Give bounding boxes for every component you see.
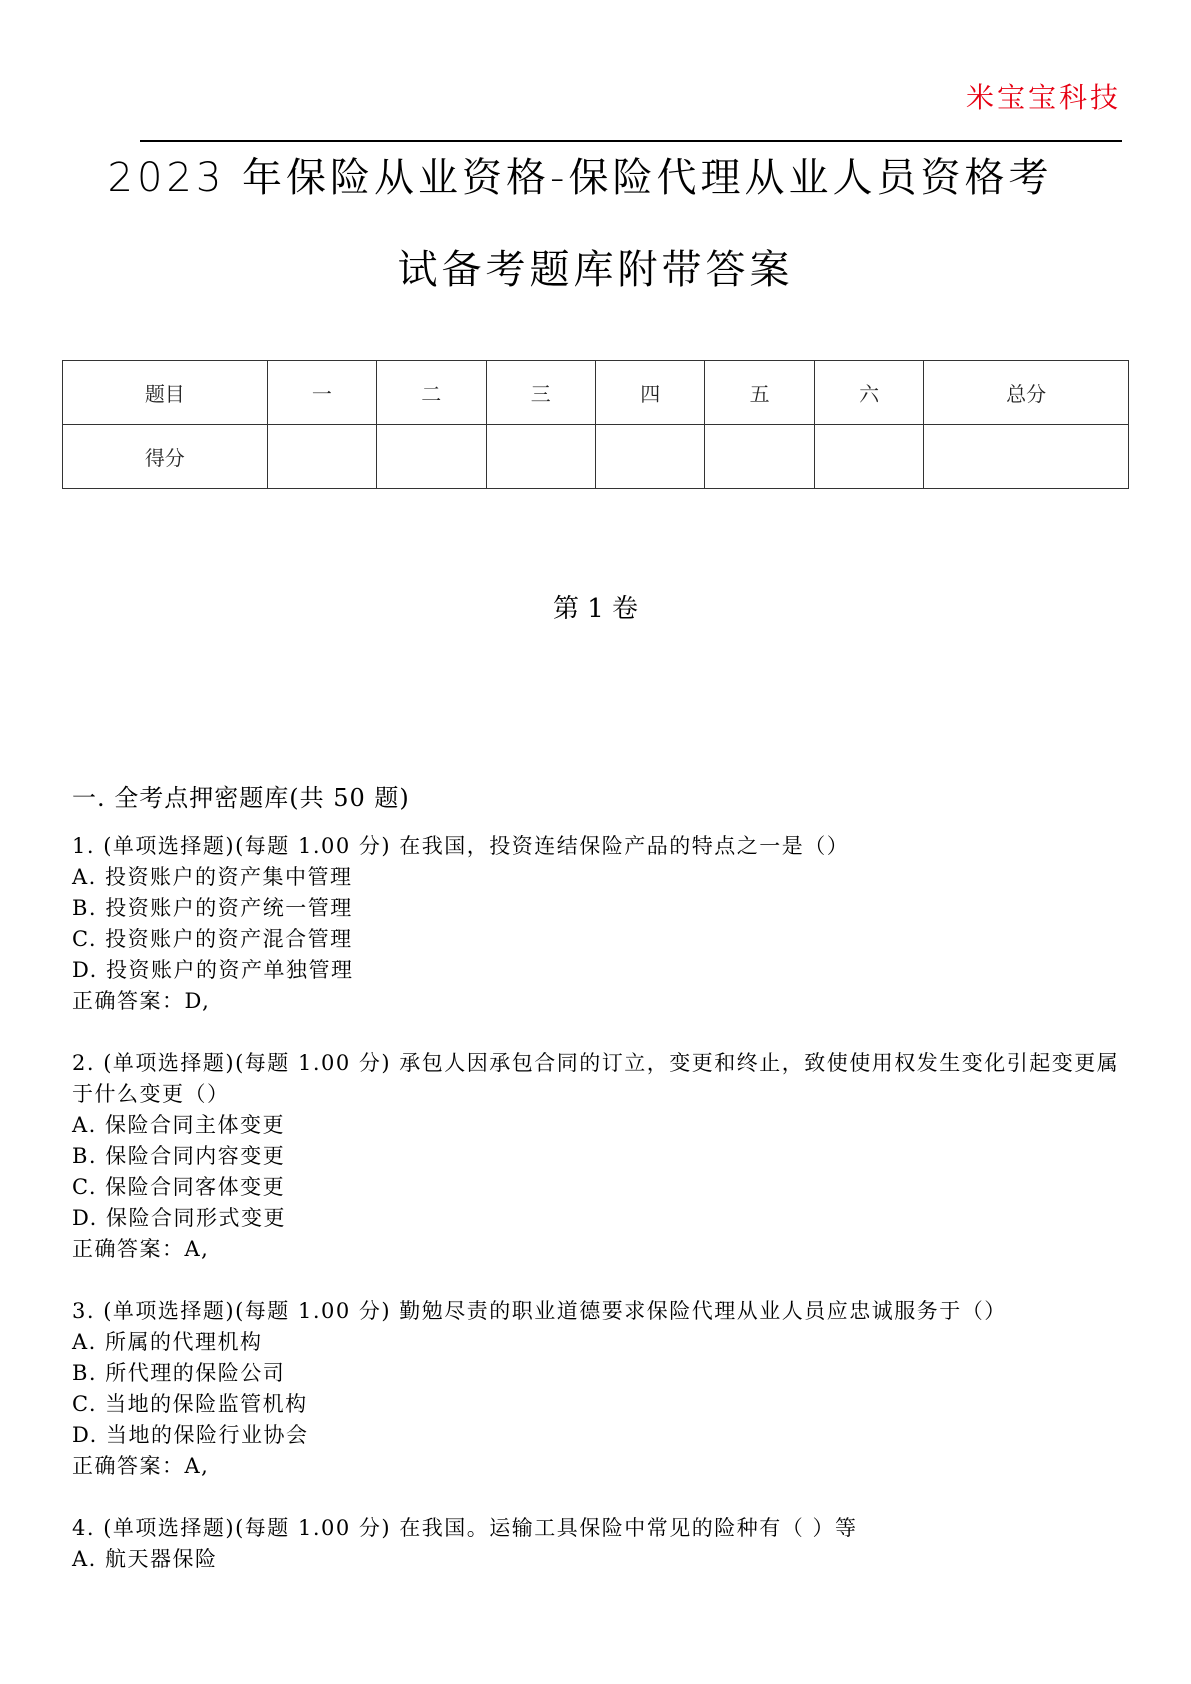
question-list: [72, 831, 1132, 1575]
score-table-header-row: [63, 361, 1129, 425]
volume-label: 第 1 卷: [552, 594, 639, 624]
score-cell: [705, 425, 814, 489]
question-item: [72, 1048, 1132, 1265]
answer-option: B. 投资账户的资产统一管理: [72, 896, 353, 920]
score-row-label: 得分: [63, 425, 268, 489]
question-item: [72, 1296, 1132, 1482]
answer-option: A. 航天器保险: [72, 1547, 218, 1571]
question-stem: 1. (单项选择题)(每题 1.00 分) 在我国，投资连结保险产品的特点之一是（）: [72, 834, 850, 858]
answer-option: B. 保险合同内容变更: [72, 1144, 286, 1168]
score-cell: [486, 425, 595, 489]
score-cell: [924, 425, 1129, 489]
answer-option: C. 保险合同客体变更: [72, 1175, 286, 1199]
answer-option: B. 所代理的保险公司: [72, 1361, 286, 1385]
question-stem: 4. (单项选择题)(每题 1.00 分) 在我国。运输工具保险中常见的险种有（ ）等: [72, 1516, 858, 1540]
score-header-cell: 四: [595, 361, 704, 425]
document-title-line-1: 2023 年保险从业资格-保险代理从业人员资格考: [107, 155, 1053, 201]
answer-option: D. 当地的保险行业协会: [72, 1423, 309, 1447]
score-header-cell: 三: [486, 361, 595, 425]
answer-option: C. 当地的保险监管机构: [72, 1392, 308, 1416]
question-stem: 3. (单项选择题)(每题 1.00 分) 勤勉尽责的职业道德要求保险代理从业人员应忠诚服务于（）: [72, 1299, 1007, 1323]
score-table-score-row: [63, 425, 1129, 489]
score-cell: [267, 425, 376, 489]
score-header-cell: 一: [267, 361, 376, 425]
answer-option: C. 投资账户的资产混合管理: [72, 927, 353, 951]
answer-option: A. 投资账户的资产集中管理: [72, 865, 353, 889]
score-cell: [814, 425, 923, 489]
answer-option: A. 保险合同主体变更: [72, 1113, 286, 1137]
score-header-cell: 五: [705, 361, 814, 425]
score-table: [62, 360, 1129, 489]
score-header-cell: 总分: [924, 361, 1129, 425]
question-item: [72, 831, 1132, 1017]
question-section: [72, 778, 1132, 1575]
section-title: 一. 全考点押密题库(共 50 题): [72, 784, 410, 812]
score-header-cell: 二: [377, 361, 486, 425]
score-cell: [377, 425, 486, 489]
document-title-line-2: 试备考题库附带答案: [397, 247, 794, 293]
answer-option: D. 保险合同形式变更: [72, 1206, 286, 1230]
brand-watermark: 米宝宝科技: [965, 81, 1121, 114]
answer-option: D. 投资账户的资产单独管理: [72, 958, 354, 982]
question-item: [72, 1513, 1132, 1575]
correct-answer: 正确答案：A,: [72, 1454, 210, 1478]
score-cell: [595, 425, 704, 489]
question-stem: 2. (单项选择题)(每题 1.00 分) 承包人因承包合同的订立，变更和终止，致使使用权发生变化引起变更属于什么变更（）: [72, 1051, 1120, 1106]
score-header-cell: 题目: [63, 361, 268, 425]
header-rule: [140, 140, 1122, 142]
score-header-cell: 六: [814, 361, 923, 425]
answer-option: A. 所属的代理机构: [72, 1330, 263, 1354]
correct-answer: 正确答案：A,: [72, 1237, 210, 1261]
correct-answer: 正确答案：D,: [72, 989, 211, 1013]
